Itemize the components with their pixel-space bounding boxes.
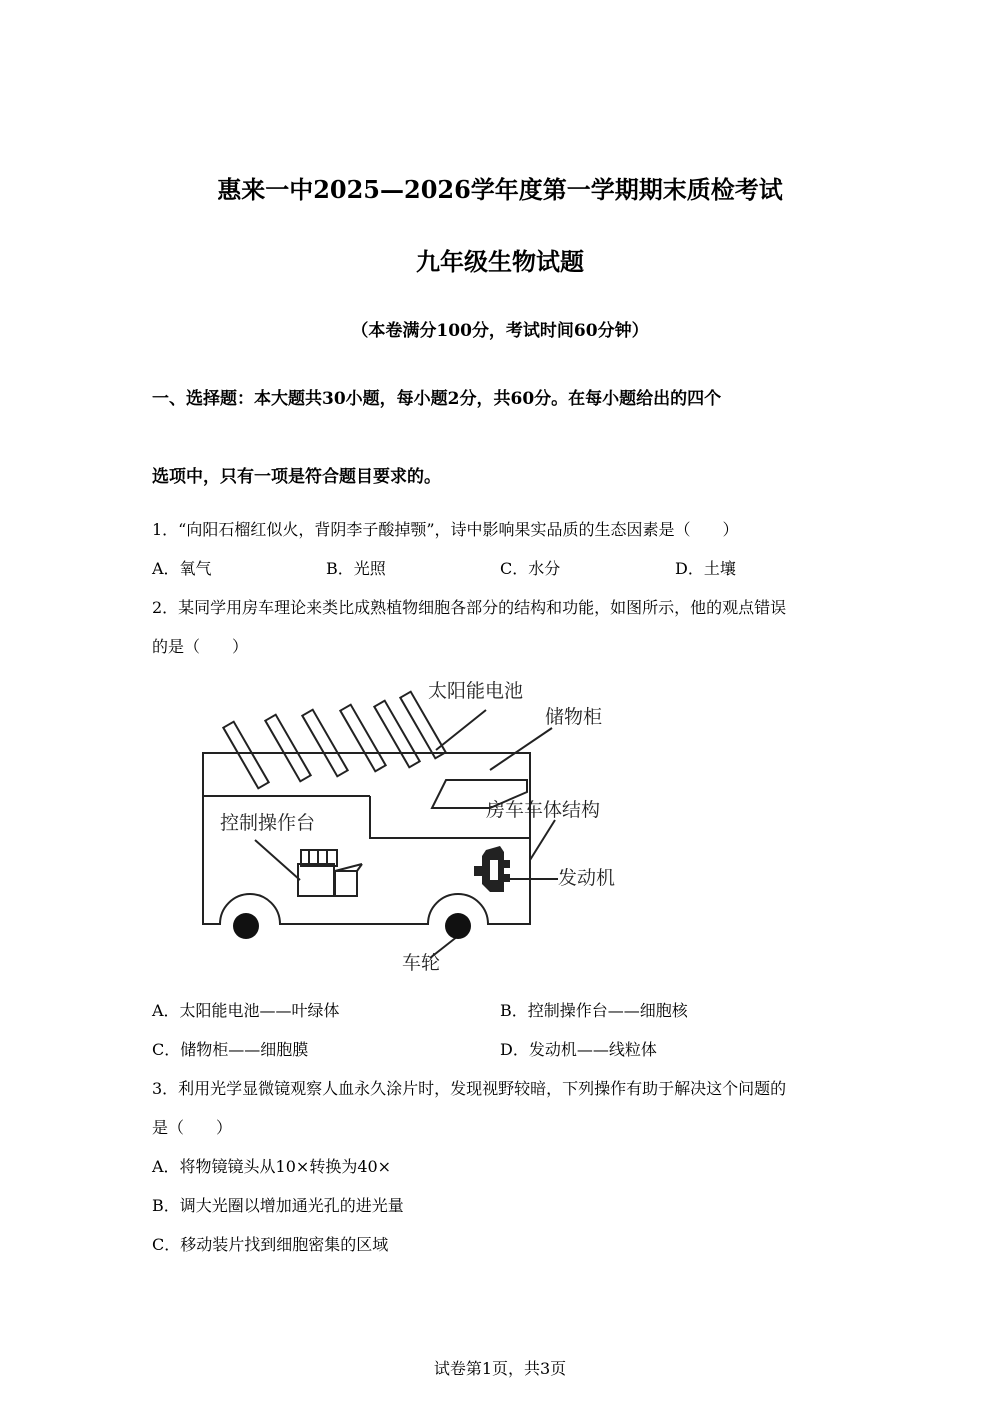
engine-shape (474, 846, 510, 892)
exam-subtitle: 九年级生物试题 (416, 247, 584, 276)
question-3-stem-line2: 是（ ） (152, 1118, 233, 1137)
question-1-stem: 1．“向阳石榴红似火，背阴李子酸掉颚”，诗中影响果实品质的生态因素是（ ） (152, 520, 739, 539)
label-engine: 发动机 (558, 867, 616, 889)
question-1-option-a: A．氧气 (152, 559, 212, 578)
question-3-option-c: C．移动装片找到细胞密集的区域 (152, 1235, 389, 1254)
question-3-option-b: B．调大光圈以增加通光孔的进光量 (152, 1196, 404, 1215)
question-1-option-d: D．土壤 (675, 559, 736, 578)
label-wheel: 车轮 (402, 952, 441, 974)
question-2-option-c: C．储物柜——细胞膜 (152, 1040, 309, 1059)
question-3-stem-line1: 3．利用光学显微镜观察人血永久涂片时，发现视野较暗，下列操作有助于解决这个问题的 (152, 1079, 787, 1098)
question-2-stem-line1: 2．某同学用房车理论来类比成熟植物细胞各部分的结构和功能，如图所示，他的观点错误 (152, 598, 787, 617)
question-2-option-a: A．太阳能电池——叶绿体 (152, 1001, 340, 1020)
question-2-option-d: D．发动机——线粒体 (500, 1040, 657, 1059)
exam-note: （本卷满分100分，考试时间60分钟） (351, 321, 649, 341)
label-solar-battery: 太阳能电池 (428, 680, 524, 702)
question-1-option-b: B．光照 (326, 559, 386, 578)
question-2-stem-line2: 的是（ ） (152, 637, 249, 656)
question-3-option-a: A．将物镜镜头从10×转换为40× (152, 1157, 392, 1176)
question-1-option-c: C．水分 (500, 559, 561, 578)
question-2-option-b: B．控制操作台——细胞核 (500, 1001, 688, 1020)
control-console-shape (298, 850, 362, 896)
label-storage-cabinet: 储物柜 (545, 706, 603, 728)
section-heading-line2: 选项中，只有一项是符合题目要求的。 (152, 467, 441, 487)
label-control-console: 控制操作台 (220, 812, 316, 834)
rv-cell-analogy-figure (190, 670, 630, 980)
front-wheel (233, 913, 259, 939)
solar-panels (223, 692, 445, 789)
label-rv-body: 房车车体结构 (486, 799, 601, 821)
exam-title: 惠来一中2025—2026学年度第一学期期末质检考试 (217, 175, 783, 204)
section-heading-line1: 一、选择题：本大题共30小题，每小题2分，共60分。在每小题给出的四个 (152, 389, 722, 409)
rear-wheel (445, 913, 471, 939)
page-footer: 试卷第1页，共3页 (433, 1359, 567, 1378)
